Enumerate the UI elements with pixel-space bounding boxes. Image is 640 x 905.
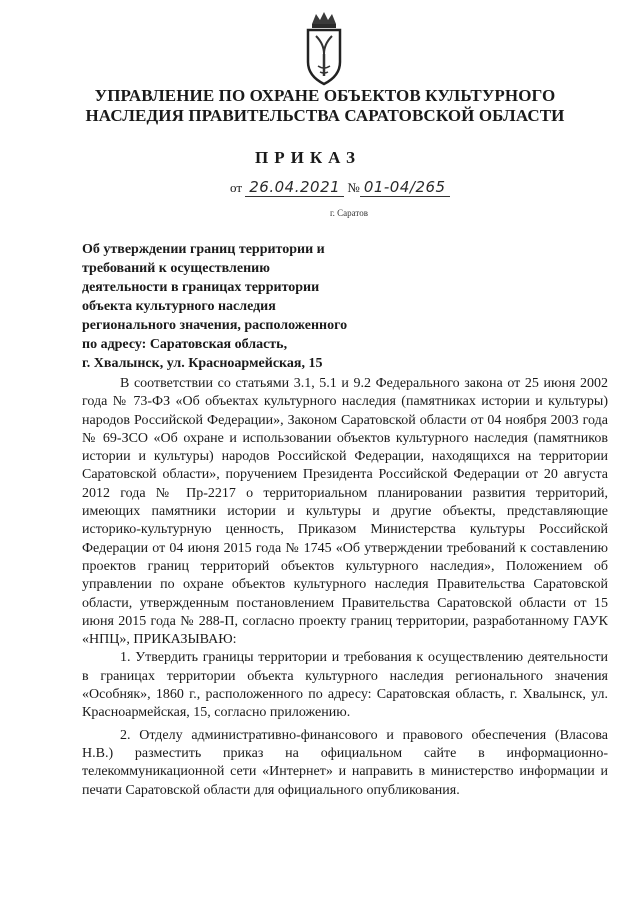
order-title: ПРИКАЗ	[255, 148, 361, 167]
city-label: г. Саратов	[330, 208, 368, 218]
subject-line: объекта культурного наследия	[82, 299, 276, 314]
body-paragraph-item-2: 2. Отделу административно-финансового и правового обеспечения (Власова Н.В.) разместить приказ на официальном сайте в информационно-телекоммуникационной сети «Интернет» и направить в министерство информации и печати Саратовской области для официального опубликования.	[82, 727, 608, 798]
subject-line: требований к осуществлению	[82, 261, 270, 276]
subject-line: г. Хвалынск, ул. Красноармейская, 15	[82, 356, 323, 371]
number-prefix: №	[347, 180, 360, 195]
order-date-handwritten: 26.04.2021	[245, 178, 344, 197]
date-prefix: от	[230, 180, 243, 195]
organization-name-line2: НАСЛЕДИЯ ПРАВИТЕЛЬСТВА САРАТОВСКОЙ ОБЛАСТИ	[85, 106, 565, 125]
organization-name-line1: УПРАВЛЕНИЕ ПО ОХРАНЕ ОБЪЕКТОВ КУЛЬТУРНОГО	[94, 86, 556, 105]
order-body	[82, 375, 608, 800]
order-subject	[82, 240, 402, 373]
organization-name	[60, 86, 590, 126]
order-number-handwritten: 01-04/265	[360, 178, 450, 197]
body-paragraph-preamble: В соответствии со статьями 3.1, 5.1 и 9.2 Федерального закона от 25 июня 2002 года № 73-ФЗ «Об объектах культурного наследия (памятниках истории и культуры) народов Российской Федерации», Законом Саратовской области от 04 ноября 2003 года № 69-ЗСО «Об охране и использовании объектов культурного наследия (памятников истории и культуры) народов Российской Федерации, находящихся на территории Саратовской области», поручением Президента Российской Федерации от 20 августа 2012 года № Пр-2217 о территориальном планировании развития территорий, имеющих памятники истории и культуры и другие объекты, представляющие историко-культурную ценность, Приказом Министерства культуры Российской Федерации от 04 июня 2015 года № 1745 «Об утверждении требований к составлению проектов границ территорий объектов культурного наследия», Положением об управлении по охране объектов культурного наследия Правительства Саратовской области, утвержденным постановлением Правительства Саратовской области от 15 июня 2015 года № 288-П, согласно проекту границ территории, разработанному ГАУК «НПЦ», ПРИКАЗЫВАЮ:	[82, 376, 608, 648]
body-paragraph-item-1: 1. Утвердить границы территории и требования к осуществлению деятельности в границах территории объекта культурного наследия регионального значения «Особняк», 1860 г., расположенного по адресу: Саратовская область, г. Хвалынск, ул. Красноармейская, 15, согласно приложению.	[82, 650, 608, 721]
subject-line: деятельности в границах территории	[82, 280, 320, 295]
subject-line: по адресу: Саратовская область,	[82, 337, 288, 352]
coat-of-arms-emblem	[302, 10, 346, 88]
order-date-number-line	[230, 178, 450, 197]
subject-line: Об утверждении границ территории и	[82, 242, 325, 257]
subject-line: регионального значения, расположенного	[82, 318, 348, 333]
